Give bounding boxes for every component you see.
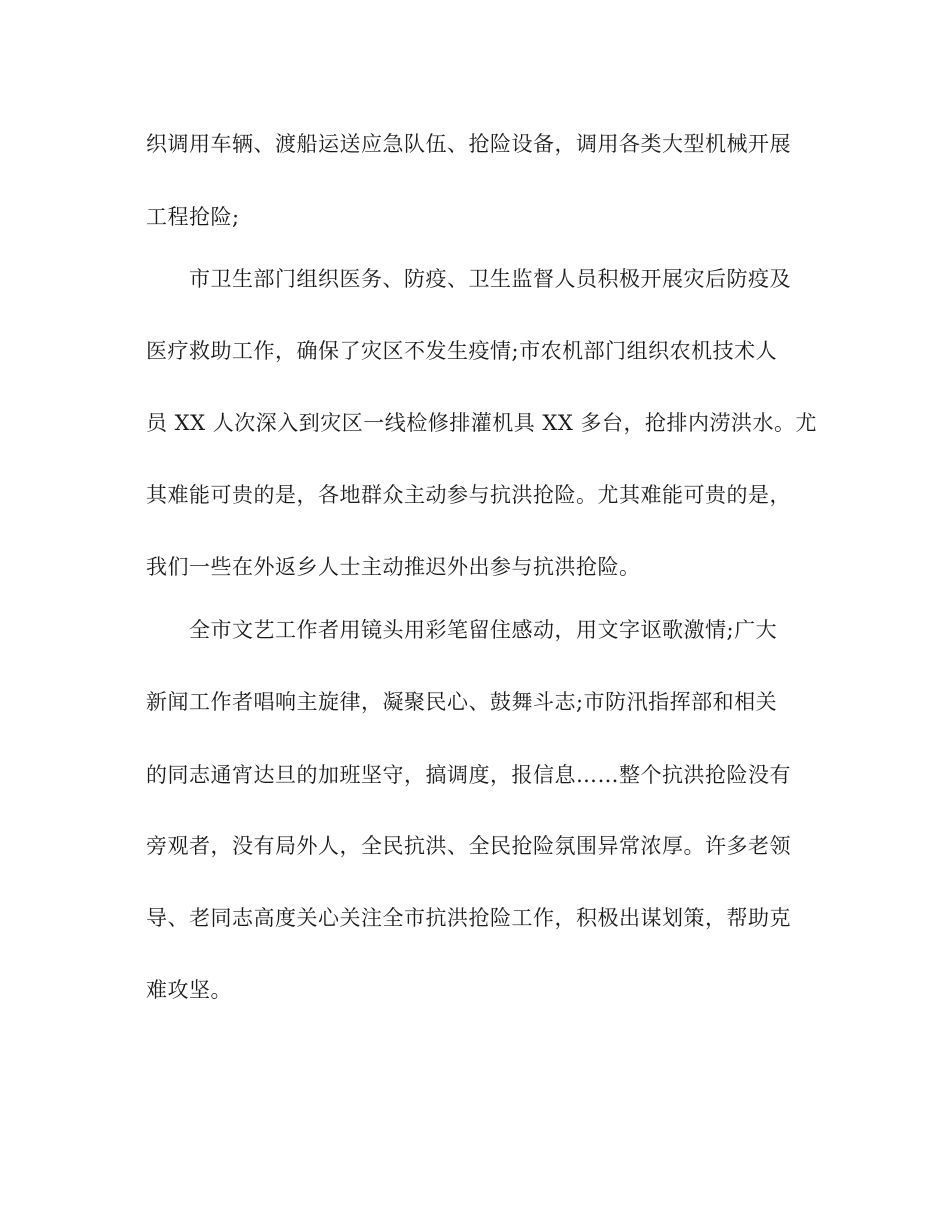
text-line: 织调用车辆、渡船运送应急队伍、抢险设备，调用各类大型机械开展 [146, 132, 791, 156]
text-line: 医疗救助工作，确保了灾区不发生疫情;市农机部门组织农机技术人 [146, 339, 778, 363]
text-line: 难攻坚。 [146, 978, 232, 1002]
paragraph-start-line: 市卫生部门组织医务、防疫、卫生监督人员积极开展灾后防疫及 [189, 267, 791, 291]
text-line: 其难能可贵的是，各地群众主动参与抗洪抢险。尤其难能可贵的是， [146, 483, 791, 507]
paragraph-start-line: 全市文艺工作者用镜头用彩笔留住感动，用文字讴歌激情;广大 [189, 618, 778, 642]
text-line: 旁观者，没有局外人，全民抗洪、全民抢险氛围异常浓厚。许多老领 [146, 834, 791, 858]
text-line: 的同志通宵达旦的加班坚守，搞调度，报信息……整个抗洪抢险没有 [146, 763, 791, 787]
text-line: 我们一些在外返乡人士主动推迟外出参与抗洪抢险。 [146, 555, 641, 579]
text-line: 导、老同志高度关心关注全市抗洪抢险工作，积极出谋划策，帮助克 [146, 906, 791, 930]
text-line: 员 XX 人次深入到灾区一线检修排灌机具 XX 多台，抢排内涝洪水。尤 [146, 411, 817, 435]
text-line: 新闻工作者唱响主旋律，凝聚民心、鼓舞斗志;市防汛指挥部和相关 [146, 690, 778, 714]
text-line: 工程抢险; [146, 205, 240, 229]
